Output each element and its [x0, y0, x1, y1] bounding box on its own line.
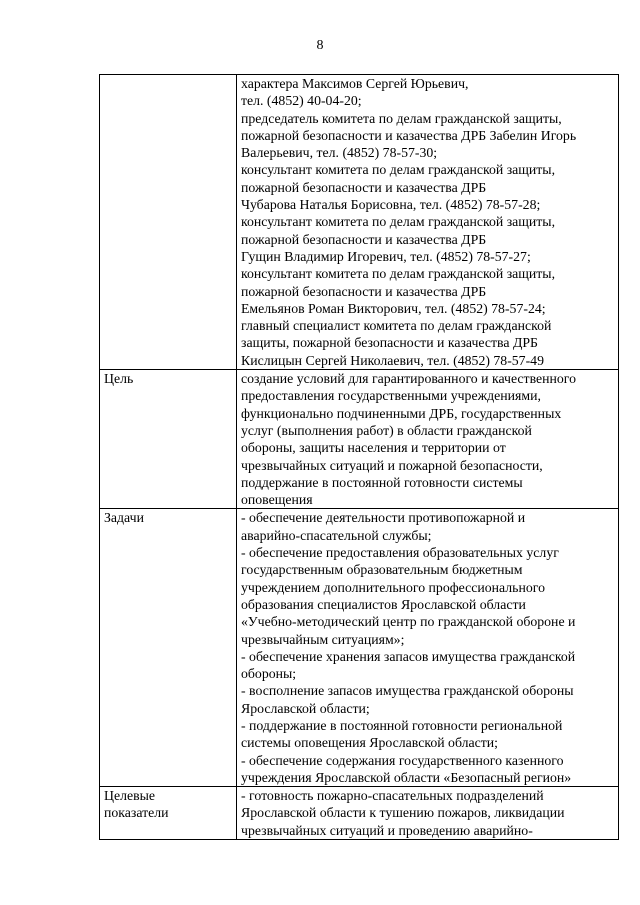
row-content-line: - готовность пожарно-спасательных подразделений	[241, 788, 544, 804]
row-label-line: Целевые	[104, 788, 156, 804]
row-content-line: учреждения Ярославской области «Безопасный регион»	[241, 769, 572, 785]
row-content-line: пожарной безопасности и казачества ДРБ	[241, 283, 487, 299]
row-content-line: тел. (4852) 40-04-20;	[241, 93, 362, 109]
row-content-line: - обеспечение хранения запасов имущества гражданской	[241, 648, 576, 664]
row-content-line: Чубарова Наталья Борисовна, тел. (4852) 78-57-28;	[241, 197, 541, 213]
row-label-cell	[100, 509, 237, 787]
row-content-cell	[237, 370, 619, 509]
row-content-line: пожарной безопасности и казачества ДРБ Забелин Игорь	[241, 127, 577, 143]
row-content-line: Ярославской области;	[241, 700, 370, 716]
row-label-line: Цель	[104, 371, 134, 387]
row-contacts	[100, 75, 619, 370]
row-content-line: государственным образовательным бюджетным	[241, 562, 523, 578]
row-content-line: Кислицын Сергей Николаевич, тел. (4852) 78-57-49	[241, 352, 544, 368]
row-content-line: - обеспечение предоставления образовательных услуг	[241, 545, 559, 561]
row-content-line: чрезвычайных ситуаций и пожарной безопасности,	[241, 457, 543, 473]
row-content-line: услуг (выполнения работ) в области гражданской	[241, 422, 532, 438]
row-content-line: - обеспечение деятельности противопожарной и	[241, 510, 526, 526]
row-content-line: обороны;	[241, 666, 297, 682]
row-goal	[100, 370, 619, 509]
row-content-line: создание условий для гарантированного и качественного	[241, 371, 577, 387]
row-content-cell	[237, 787, 619, 840]
row-content-line: - поддержание в постоянной готовности региональной	[241, 717, 563, 733]
row-content-cell	[237, 509, 619, 787]
row-content-line: предоставления государственными учреждениями,	[241, 388, 541, 404]
row-tasks	[100, 509, 619, 787]
row-content-line: характера Максимов Сергей Юрьевич,	[241, 76, 469, 91]
row-content-line: главный специалист комитета по делам гражданской	[241, 318, 552, 334]
row-content-line: пожарной безопасности и казачества ДРБ	[241, 231, 487, 247]
passport-table	[99, 74, 619, 840]
row-content-line: - обеспечение содержания государственного казенного	[241, 752, 564, 768]
row-indicators	[100, 787, 619, 840]
row-content-line: чрезвычайных ситуаций и проведению аварийно-	[241, 822, 533, 838]
row-content-line: консультант комитета по делам гражданской защиты,	[241, 162, 556, 178]
row-content-line: консультант комитета по делам гражданской защиты,	[241, 214, 556, 230]
row-content-line: Ярославской области к тушению пожаров, ликвидации	[241, 805, 565, 821]
row-content-line: консультант комитета по делам гражданской защиты,	[241, 266, 556, 282]
row-content-line: системы оповещения Ярославской области;	[241, 735, 499, 751]
row-content-line: аварийно-спасательной службы;	[241, 527, 432, 543]
row-content-line: Валерьевич, тел. (4852) 78-57-30;	[241, 145, 438, 161]
row-content-line: чрезвычайным ситуациям»;	[241, 631, 405, 647]
row-content-line: пожарной безопасности и казачества ДРБ	[241, 179, 487, 195]
page-number: 8	[316, 38, 324, 53]
row-label-line: показатели	[104, 805, 169, 821]
row-content-line: учреждением дополнительного профессионального	[241, 579, 545, 595]
row-label-cell	[100, 787, 237, 840]
row-content-line: поддержание в постоянной готовности системы	[241, 474, 523, 490]
row-content-cell	[237, 75, 619, 370]
row-content-line: председатель комитета по делам гражданской защиты,	[241, 110, 562, 126]
row-content-line: Гущин Владимир Игоревич, тел. (4852) 78-57-27;	[241, 248, 531, 264]
row-content-line: оповещения	[241, 492, 313, 508]
row-label-cell	[100, 370, 237, 509]
row-content-line: Емельянов Роман Викторович, тел. (4852) 78-57-24;	[241, 300, 546, 316]
row-content-line: «Учебно-методический центр по гражданской обороне и	[241, 614, 576, 630]
row-label-cell	[100, 75, 237, 370]
row-content-line: образования специалистов Ярославской области	[241, 596, 526, 612]
row-content-line: - восполнение запасов имущества гражданской обороны	[241, 683, 574, 699]
row-content-line: защиты, пожарной безопасности и казачества ДРБ	[241, 335, 538, 351]
row-label-line: Задачи	[104, 510, 144, 526]
row-content-line: функционально подчиненными ДРБ, государственных	[241, 405, 562, 421]
row-content-line: обороны, защиты населения и территории от	[241, 440, 506, 456]
